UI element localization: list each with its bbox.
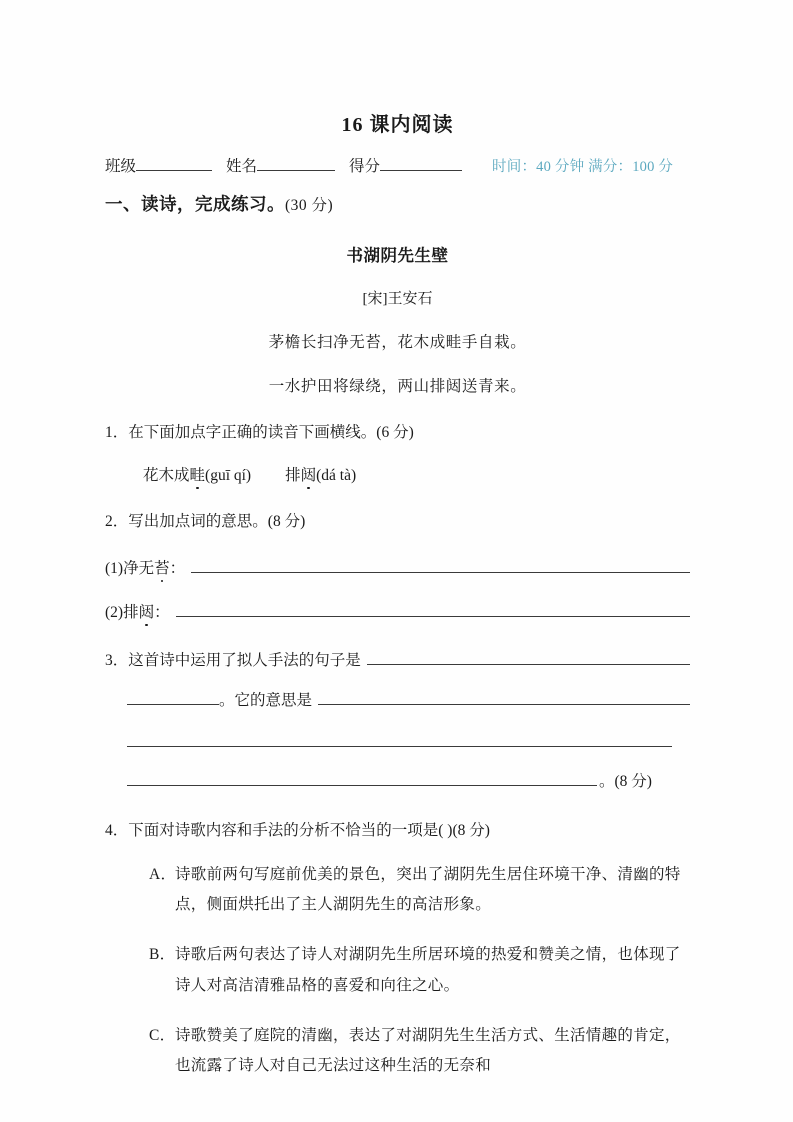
question-4-number: 4． (105, 822, 129, 840)
sub-item-suffix: ： (169, 560, 186, 578)
choice-letter: B． (149, 946, 176, 964)
choice-text: 诗歌后两句表达了诗人对湖阴先生所居环境的热爱和赞美之情，也体现了诗人对高洁清雅品格的喜爱和向往之心。 (175, 946, 681, 994)
question-4-choice-c[interactable] (149, 1021, 690, 1081)
choice-letter: A． (149, 866, 177, 884)
sub-item-suffix: ： (154, 604, 170, 622)
name-field (226, 154, 349, 176)
poem-line: 一水护田将绿绕，两山排闼送青来。 (268, 378, 527, 395)
poem-author: [宋]王安石 (362, 291, 433, 307)
class-label: 班级 (105, 158, 137, 175)
question-3 (105, 648, 690, 670)
question-3-text: 这首诗中运用了拟人手法的句子是 (128, 652, 361, 670)
question-2-sub-item-1 (105, 556, 690, 578)
choice-text: 诗歌赞美了庭院的清幽，表达了对湖阴先生生活方式、生活情趣的肯定，也流露了诗人对自己无法过这种生活的无奈和 (175, 1026, 681, 1075)
answer-line[interactable] (191, 558, 690, 573)
dotted-char: 苔 (154, 556, 170, 578)
class-blank[interactable] (136, 155, 212, 171)
question-3-continuation (127, 688, 690, 710)
sub-item-label (105, 556, 185, 578)
page-title: 16 课内阅读 (341, 114, 454, 136)
question-1-points: (6 分) (376, 424, 414, 441)
dotted-char: 畦 (190, 463, 206, 485)
question-2-points: (8 分) (267, 513, 306, 531)
question-4-choice-a[interactable] (149, 860, 690, 920)
question-2-number: 2． (105, 513, 129, 531)
question-1 (105, 421, 690, 445)
time-and-total-info: 时间：40 分钟 满分：100 分 (492, 159, 674, 175)
choice-letter: C． (149, 1026, 176, 1044)
score-label: 得分 (349, 158, 381, 175)
pinyin-item-prefix: 花木成 (143, 467, 190, 485)
answer-line[interactable] (127, 690, 219, 705)
pinyin-item-prefix: 排 (285, 467, 301, 485)
question-3-period: 。 (599, 773, 615, 791)
question-3-text-part2: 。它的意思是 (219, 692, 313, 710)
sub-item-label (105, 600, 170, 622)
question-2 (105, 510, 690, 534)
student-info-row (105, 154, 690, 176)
question-3-points: (8 分) (614, 773, 652, 791)
question-4 (105, 818, 690, 840)
answer-line[interactable] (367, 650, 690, 665)
question-2-text: 写出加点词的意思。 (128, 513, 268, 531)
score-field (349, 154, 476, 176)
section-points: (30 分) (285, 197, 334, 214)
question-1-text: 在下面加点字正确的读音下画横线。 (128, 424, 377, 441)
pinyin-options[interactable]: (dá tà) (316, 467, 357, 485)
answer-line[interactable] (318, 690, 690, 705)
page-content (105, 0, 690, 1081)
class-field (105, 154, 226, 176)
sub-item-prefix: (2)排 (105, 604, 139, 622)
question-3-stem (105, 648, 361, 670)
dotted-char: 闼 (139, 600, 155, 622)
dotted-char: 闼 (301, 463, 317, 485)
poem-title: 书湖阴先生壁 (346, 246, 449, 265)
sub-item-prefix: (1)净无 (105, 560, 155, 578)
pinyin-options[interactable]: (guī qí) (205, 467, 252, 485)
question-4-points: (8 分) (452, 822, 490, 840)
question-2-sub-item-2 (105, 600, 690, 622)
question-3-tail (599, 769, 652, 791)
section-heading (105, 191, 690, 216)
question-4-text[interactable]: 下面对诗歌内容和手法的分析不恰当的一项是( ) (128, 822, 453, 840)
choice-text: 诗歌前两句写庭前优美的景色，突出了湖阴先生居住环境干净、清幽的特点，侧面烘托出了主人湖阴先生的高洁形象。 (175, 866, 681, 914)
name-blank[interactable] (257, 155, 335, 171)
pinyin-item[interactable] (285, 467, 356, 484)
answer-line[interactable] (127, 771, 597, 786)
question-3-number: 3． (105, 652, 129, 670)
answer-line[interactable] (127, 732, 672, 747)
name-label: 姓名 (226, 158, 258, 175)
score-blank[interactable] (380, 155, 462, 171)
question-3-last-row (127, 769, 690, 791)
question-1-number: 1． (105, 424, 129, 441)
poem-line: 茅檐长扫净无苔，花木成畦手自栽。 (268, 334, 527, 351)
question-1-pinyin-row (143, 463, 690, 485)
pinyin-item[interactable] (143, 467, 251, 484)
question-4-choice-b[interactable] (149, 940, 690, 1000)
answer-line[interactable] (176, 602, 690, 617)
section-heading-text: 一、读诗，完成练习。 (105, 194, 285, 214)
